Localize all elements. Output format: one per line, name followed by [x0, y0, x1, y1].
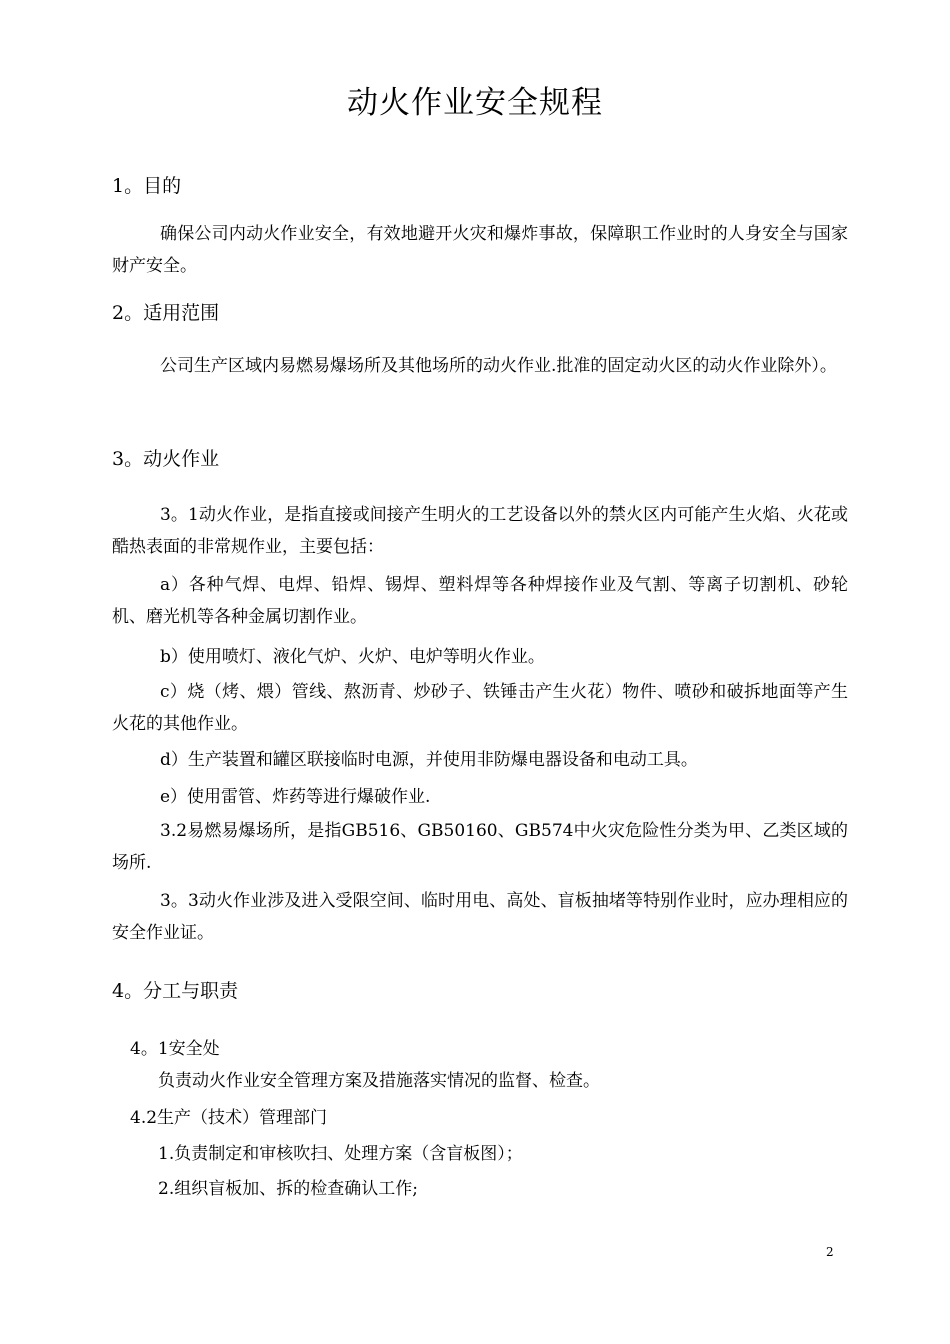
- section-4-2-item-2: 2.组织盲板加、拆的检查确认工作;: [158, 1179, 418, 1199]
- section-2-heading: 2。适用范围: [112, 302, 220, 324]
- section-3-item-e: e）使用雷管、炸药等进行爆破作业.: [160, 787, 431, 807]
- section-3-3-paragraph: 3。3动火作业涉及进入受限空间、临时用电、高处、盲板抽堵等特别作业时，应办理相应的安全作业证。: [112, 891, 848, 943]
- section-1-heading: 1。目的: [112, 175, 182, 197]
- document-title: 动火作业安全规程: [347, 85, 603, 121]
- section-3-item-b: b）使用喷灯、液化气炉、火炉、电炉等明火作业。: [160, 647, 545, 667]
- section-3-item-a: a）各种气焊、电焊、铅焊、锡焊、塑料焊等各种焊接作业及气割、等离子切割机、砂轮机、磨光机等各种金属切割作业。: [112, 575, 848, 627]
- section-3-item-d: d）生产装置和罐区联接临时电源，并使用非防爆电器设备和电动工具。: [160, 750, 698, 770]
- section-4-2-heading: 4.2生产（技术）管理部门: [130, 1108, 328, 1128]
- section-2-paragraph: 公司生产区域内易燃易爆场所及其他场所的动火作业.批准的固定动火区的动火作业除外）。: [160, 356, 837, 376]
- section-3-1-paragraph: 3。1动火作业，是指直接或间接产生明火的工艺设备以外的禁火区内可能产生火焰、火花或酷热表面的非常规作业，主要包括：: [112, 505, 848, 557]
- section-3-heading: 3。动火作业: [112, 448, 220, 470]
- section-4-1-heading: 4。1安全处: [130, 1039, 220, 1059]
- section-1-paragraph: 确保公司内动火作业安全，有效地避开火灾和爆炸事故，保障职工作业时的人身安全与国家财产安全。: [112, 224, 848, 276]
- section-4-1-text: 负责动火作业安全管理方案及措施落实情况的监督、检查。: [158, 1071, 600, 1091]
- page-number: 2: [826, 1245, 834, 1259]
- section-4-2-item-1: 1.负责制定和审核吹扫、处理方案（含盲板图）；: [158, 1144, 523, 1164]
- section-3-2-paragraph: 3.2易燃易爆场所，是指GB516、GB50160、GB574中火灾危险性分类为甲、乙类区域的场所.: [112, 821, 848, 873]
- section-4-heading: 4。分工与职责: [112, 980, 239, 1002]
- section-3-item-c: c）烧（烤、煨）管线、熬沥青、炒砂子、铁锤击产生火花）物件、喷砂和破拆地面等产生火花的其他作业。: [112, 682, 848, 734]
